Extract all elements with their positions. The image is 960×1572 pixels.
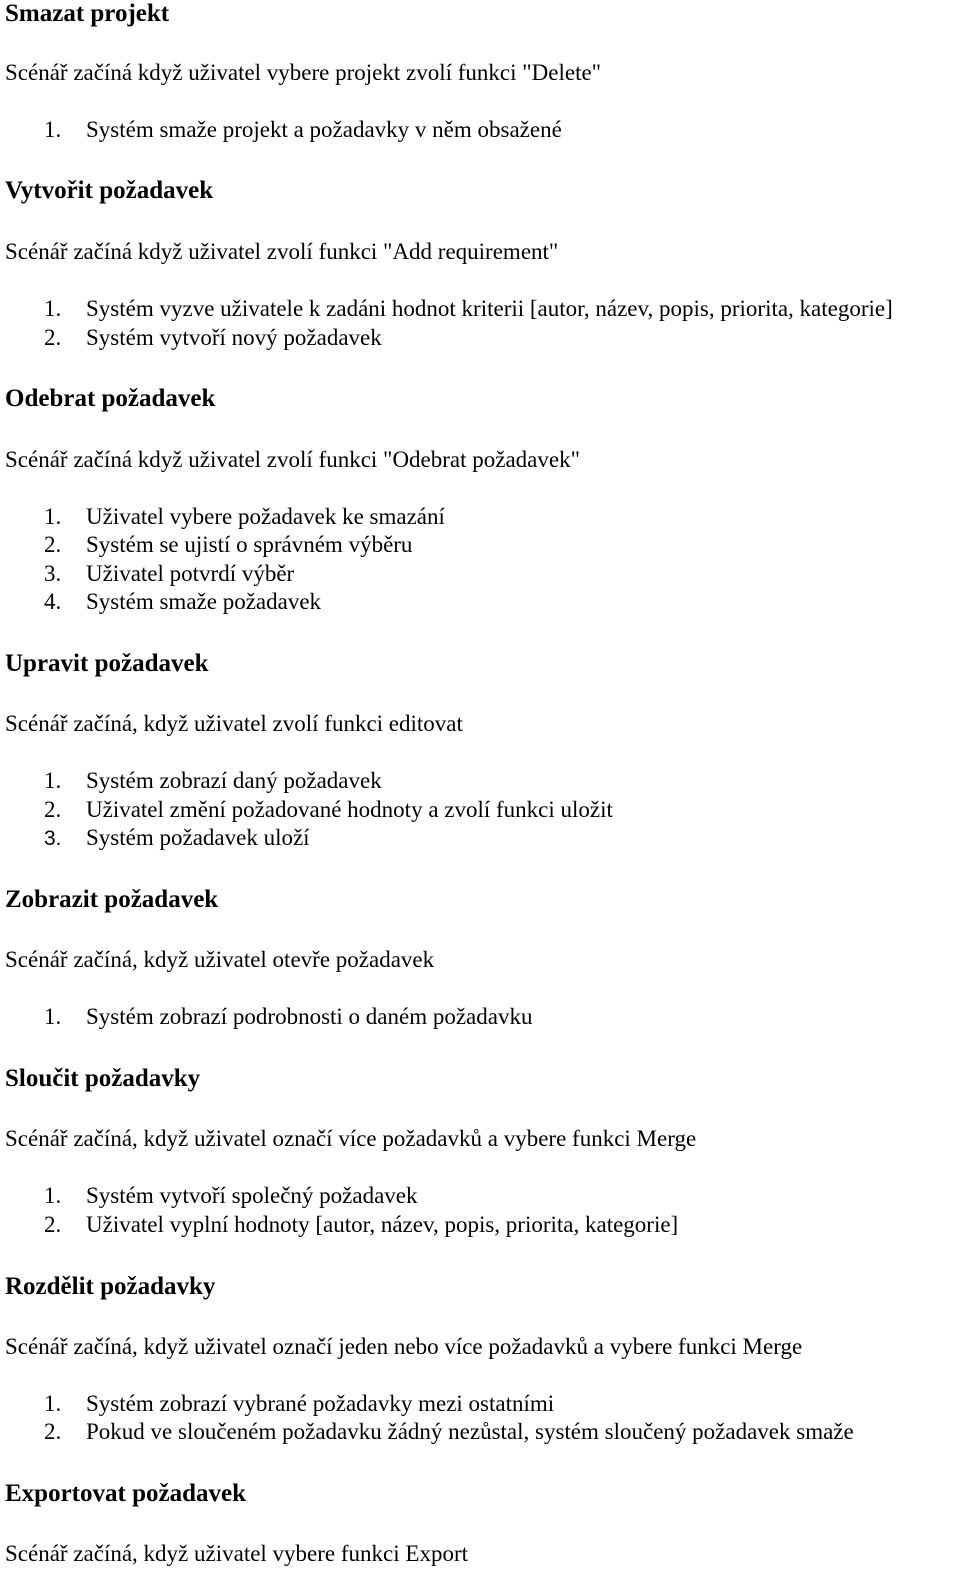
section-scenario: Scénář začíná, když uživatel otevře požadavek xyxy=(5,947,435,972)
section-scenario: Scénář začíná, když uživatel označí více požadavků a vybere funkci Merge xyxy=(5,1126,697,1151)
step-text: Systém vyzve uživatele k zadáni hodnot kriterii [autor, název, popis, priorita, kategorie] xyxy=(86,296,893,321)
list-item xyxy=(44,116,562,144)
section-heading: Upravit požadavek xyxy=(5,650,209,677)
step-text: Systém smaže požadavek xyxy=(86,589,322,614)
section-heading: Exportovat požadavek xyxy=(5,1480,246,1507)
section-heading: Zobrazit požadavek xyxy=(5,886,219,913)
section-scenario: Scénář začíná, když uživatel označí jeden nebo více požadavků a vybere funkci Merge xyxy=(5,1334,803,1359)
section-scenario: Scénář začíná když uživatel zvolí funkci "Odebrat požadavek" xyxy=(5,447,580,472)
list-item xyxy=(44,1182,418,1210)
step-number: 3. xyxy=(44,827,62,850)
list-item xyxy=(44,1390,554,1418)
section-heading: Vytvořit požadavek xyxy=(5,177,214,204)
list-item xyxy=(44,295,893,323)
step-number: 1. xyxy=(44,1004,62,1029)
step-number: 1. xyxy=(44,504,62,529)
step-number: 1. xyxy=(44,768,62,793)
step-text: Uživatel vybere požadavek ke smazání xyxy=(86,504,445,529)
section-scenario: Scénář začíná, když uživatel vybere funkci Export xyxy=(5,1541,468,1566)
step-number: 2. xyxy=(44,1419,62,1444)
step-number: 2. xyxy=(44,532,62,557)
step-text: Systém zobrazí podrobnosti o daném požadavku xyxy=(86,1004,533,1029)
list-item xyxy=(44,503,445,531)
step-number: 1. xyxy=(44,296,62,321)
step-text: Systém se ujistí o správném výběru xyxy=(86,532,413,557)
section-heading: Odebrat požadavek xyxy=(5,385,216,412)
step-number: 3. xyxy=(44,561,62,586)
section-scenario: Scénář začíná když uživatel vybere projekt zvolí funkci "Delete" xyxy=(5,60,602,85)
step-text: Systém požadavek uloží xyxy=(86,825,310,850)
list-item xyxy=(44,324,382,352)
list-item xyxy=(44,1418,854,1446)
section-heading: Sloučit požadavky xyxy=(5,1065,201,1092)
step-number: 1. xyxy=(44,1183,62,1208)
list-item xyxy=(44,560,294,588)
list-item xyxy=(44,1003,532,1031)
step-text: Uživatel potvrdí výběr xyxy=(86,561,295,586)
step-text: Systém zobrazí daný požadavek xyxy=(86,768,382,793)
step-text: Systém vytvoří nový požadavek xyxy=(86,325,382,350)
section-heading: Rozdělit požadavky xyxy=(5,1273,216,1300)
step-number: 1. xyxy=(44,1391,62,1416)
step-text: Pokud ve sloučeném požadavku žádný nezůstal, systém sloučený požadavek smaže xyxy=(86,1419,854,1444)
section-scenario: Scénář začíná, když uživatel zvolí funkci editovat xyxy=(5,711,463,736)
step-text: Systém vytvoří společný požadavek xyxy=(86,1183,418,1208)
list-item xyxy=(44,1211,678,1239)
step-number: 4. xyxy=(44,589,62,614)
step-number: 2. xyxy=(44,325,62,350)
list-item xyxy=(44,588,321,616)
list-item xyxy=(44,531,412,559)
step-number: 2. xyxy=(44,797,62,822)
list-item xyxy=(44,796,613,824)
step-number: 2. xyxy=(44,1212,62,1237)
section-scenario: Scénář začíná když uživatel zvolí funkci "Add requirement" xyxy=(5,239,559,264)
step-text: Uživatel změní požadované hodnoty a zvolí funkci uložit xyxy=(86,797,613,822)
list-item xyxy=(44,824,310,853)
step-text: Systém smaže projekt a požadavky v něm obsažené xyxy=(86,117,562,142)
section-heading: Smazat projekt xyxy=(5,0,170,27)
step-text: Uživatel vyplní hodnoty [autor, název, popis, priorita, kategorie] xyxy=(86,1212,679,1237)
step-number: 1. xyxy=(44,117,62,142)
list-item xyxy=(44,767,382,795)
step-text: Systém zobrazí vybrané požadavky mezi ostatními xyxy=(86,1391,555,1416)
